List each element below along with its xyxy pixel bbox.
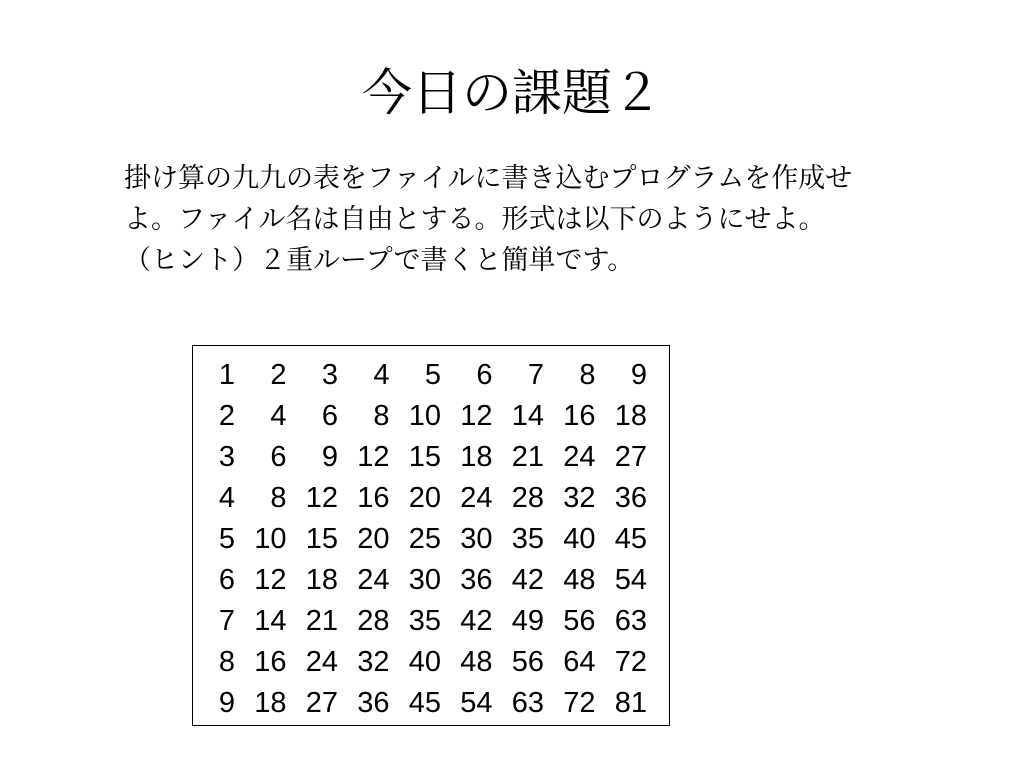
table-cell: 24	[357, 564, 390, 596]
table-cell: 18	[254, 687, 287, 719]
table-cell: 12	[305, 482, 338, 514]
table-cell: 45	[408, 687, 441, 719]
table-cell: 42	[460, 605, 493, 637]
table-cell: 10	[254, 523, 287, 555]
table-cell: 7	[527, 359, 544, 391]
table-cell: 30	[408, 564, 441, 596]
table-cell: 9	[321, 441, 338, 473]
table-cell: 35	[408, 605, 441, 637]
table-cell: 42	[511, 564, 544, 596]
table-cell: 54	[614, 564, 647, 596]
table-cell: 6	[218, 564, 235, 596]
table-cell: 7	[218, 605, 235, 637]
table-cell: 45	[614, 523, 647, 555]
table-cell: 3	[218, 441, 235, 473]
table-cell: 18	[614, 400, 647, 432]
table-cell: 15	[408, 441, 441, 473]
table-cell: 28	[357, 605, 390, 637]
multiplication-table-box	[192, 345, 670, 726]
table-cell: 9	[630, 359, 647, 391]
table-cell: 28	[511, 482, 544, 514]
table-row	[209, 560, 647, 601]
table-cell: 40	[408, 646, 441, 678]
table-cell: 72	[563, 687, 596, 719]
table-cell: 72	[614, 646, 647, 678]
table-cell: 2	[218, 400, 235, 432]
table-cell: 48	[563, 564, 596, 596]
table-cell: 49	[511, 605, 544, 637]
table-cell: 63	[614, 605, 647, 637]
table-cell: 48	[460, 646, 493, 678]
table-cell: 16	[563, 400, 596, 432]
table-cell: 1	[218, 359, 235, 391]
table-cell: 18	[460, 441, 493, 473]
table-row	[209, 642, 647, 683]
table-cell: 5	[218, 523, 235, 555]
table-row	[209, 601, 647, 642]
slide-title: 今日の課題２	[362, 64, 662, 122]
table-cell: 14	[511, 400, 544, 432]
table-cell: 20	[408, 482, 441, 514]
table-cell: 36	[614, 482, 647, 514]
table-cell: 2	[270, 359, 287, 391]
table-cell: 81	[614, 687, 647, 719]
table-cell: 30	[460, 523, 493, 555]
table-cell: 12	[460, 400, 493, 432]
table-cell: 64	[563, 646, 596, 678]
slide-body	[124, 158, 904, 281]
table-cell: 21	[511, 441, 544, 473]
table-cell: 21	[305, 605, 338, 637]
assignment-paragraph: 掛け算の九九の表をファイルに書き込むプログラムを作成せよ。ファイル名は自由とする。形式は以下のようにせよ。	[124, 163, 853, 235]
table-cell: 20	[357, 523, 390, 555]
table-row	[209, 355, 647, 396]
multiplication-table-body	[209, 355, 647, 724]
table-cell: 12	[357, 441, 390, 473]
table-cell: 24	[563, 441, 596, 473]
table-cell: 24	[460, 482, 493, 514]
table-cell: 8	[218, 646, 235, 678]
table-cell: 8	[270, 482, 287, 514]
table-cell: 4	[218, 482, 235, 514]
table-cell: 27	[305, 687, 338, 719]
table-cell: 18	[305, 564, 338, 596]
table-cell: 36	[357, 687, 390, 719]
table-cell: 6	[476, 359, 493, 391]
table-cell: 56	[511, 646, 544, 678]
hint-paragraph: （ヒント）２重ループで書くと簡単です。	[124, 245, 635, 276]
table-cell: 8	[373, 400, 390, 432]
table-row	[209, 683, 647, 724]
table-cell: 4	[270, 400, 287, 432]
table-cell: 25	[408, 523, 441, 555]
table-row	[209, 478, 647, 519]
table-cell: 3	[321, 359, 338, 391]
table-cell: 63	[511, 687, 544, 719]
table-row	[209, 396, 647, 437]
table-cell: 35	[511, 523, 544, 555]
table-cell: 16	[254, 646, 287, 678]
table-cell: 6	[270, 441, 287, 473]
table-cell: 9	[218, 687, 235, 719]
table-cell: 5	[424, 359, 441, 391]
table-cell: 56	[563, 605, 596, 637]
table-cell: 36	[460, 564, 493, 596]
table-cell: 10	[408, 400, 441, 432]
table-cell: 15	[305, 523, 338, 555]
table-cell: 6	[321, 400, 338, 432]
table-row	[209, 519, 647, 560]
table-cell: 24	[305, 646, 338, 678]
table-cell: 8	[579, 359, 596, 391]
table-cell: 32	[563, 482, 596, 514]
table-cell: 40	[563, 523, 596, 555]
table-cell: 12	[254, 564, 287, 596]
table-cell: 14	[254, 605, 287, 637]
table-cell: 54	[460, 687, 493, 719]
table-cell: 4	[373, 359, 390, 391]
table-cell: 27	[614, 441, 647, 473]
table-row	[209, 437, 647, 478]
table-cell: 32	[357, 646, 390, 678]
table-cell: 16	[357, 482, 390, 514]
multiplication-table	[209, 355, 647, 724]
